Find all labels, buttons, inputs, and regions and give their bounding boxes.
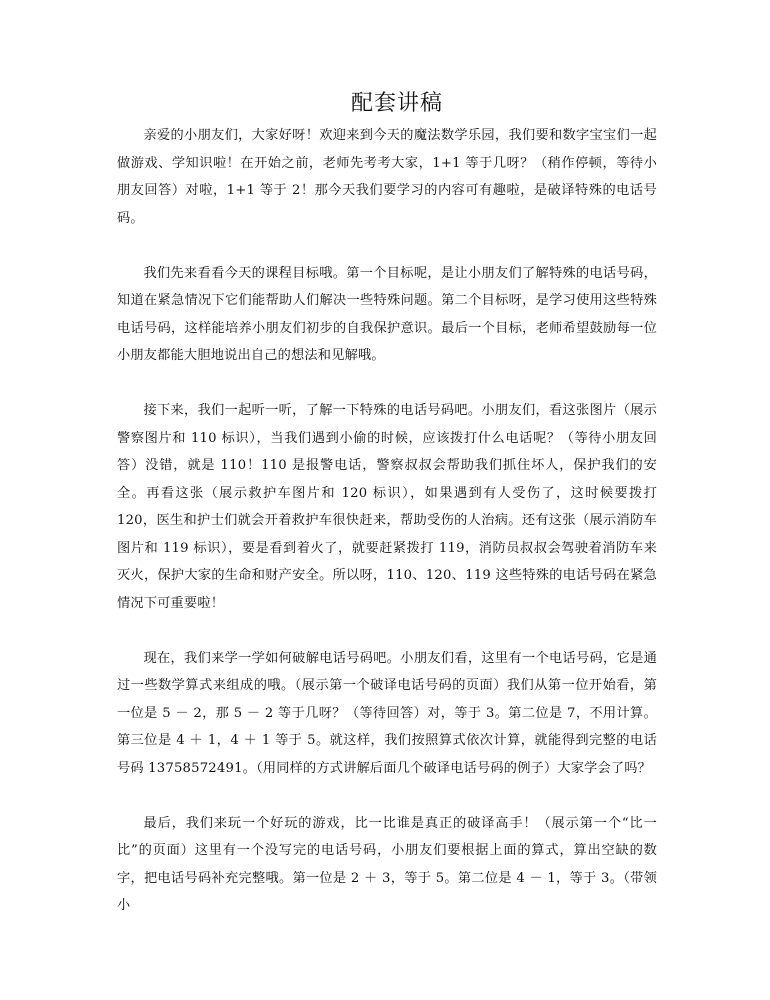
paragraph-game: 最后，我们来玩一个好玩的游戏，比一比谁是真正的破译高手！（展示第一个“比一比”的页面）这里有一个没写完的电话号码，小朋友们要根据上面的算式，算出空缺的数字，把电话号码补充完整哦。第一位是 2 ＋ 3，等于 5。第二位是 4 － 1，等于 3。（带领小 [117, 815, 657, 913]
paragraph-gap [117, 782, 657, 810]
paragraph-gap [117, 617, 657, 645]
document-title: 配套讲稿 [350, 91, 443, 116]
paragraph-decode-numbers: 现在，我们来学一学如何破解电话号码吧。小朋友们看，这里有一个电话号码，它是通过一些数学算式来组成的哦。（展示第一个破译电话号码的页面）我们从第一位开始看，第一位是 5 － 2，那 5 － 2 等于几呀？（等待回答）对，等于 3。第二位是 7，不用计算。第三位是 4 ＋ 1，4 ＋ 1 等于 5。就这样，我们按照算式依次计算，就能得到完整的电话号码 13758572491。（用同样的方式讲解后面几个破译电话号码的例子）大家学会了吗？ [117, 650, 657, 776]
paragraph-intro: 亲爱的小朋友们，大家好呀！欢迎来到今天的魔法数学乐园，我们要和数字宝宝们一起做游戏、学知识啦！在开始之前，老师先考考大家，1+1 等于几呀？（稍作停顿，等待小朋友回答）对啦，1+1 等于 2！那今天我们要学习的内容可有趣啦，是破译特殊的电话号码。 [117, 128, 657, 226]
paragraph-gap [117, 370, 657, 398]
paragraph-special-numbers: 接下来，我们一起听一听，了解一下特殊的电话号码吧。小朋友们，看这张图片（展示警察图片和 110 标识），当我们遇到小偷的时候，应该拨打什么电话呢？（等待小朋友回答）没错，就是 110！110 是报警电话，警察叔叔会帮助我们抓住坏人，保护我们的安全。再看这张（展示救护车图片和 120 标识），如果遇到有人受伤了，这时候要拨打 120，医生和护士们就会开着救护车很快赶来，帮助受伤的人治病。还有这张（展示消防车图片和 119 标识），要是看到着火了，就要赶紧拨打 119，消防员叔叔会驾驶着消防车来灭火，保护大家的生命和财产安全。所以呀，110、120、119 这些特殊的电话号码在紧急情况下可重要啦！ [117, 403, 657, 611]
paragraph-goals: 我们先来看看今天的课程目标哦。第一个目标呢，是让小朋友们了解特殊的电话号码，知道在紧急情况下它们能帮助人们解决一些特殊问题。第二个目标呀，是学习使用这些特殊电话号码，这样能培养小朋友们初步的自我保护意识。最后一个目标，老师希望鼓励每一位小朋友都能大胆地说出自己的想法和见解哦。 [117, 265, 657, 363]
paragraph-gap [117, 232, 657, 260]
document-page [117, 88, 657, 920]
